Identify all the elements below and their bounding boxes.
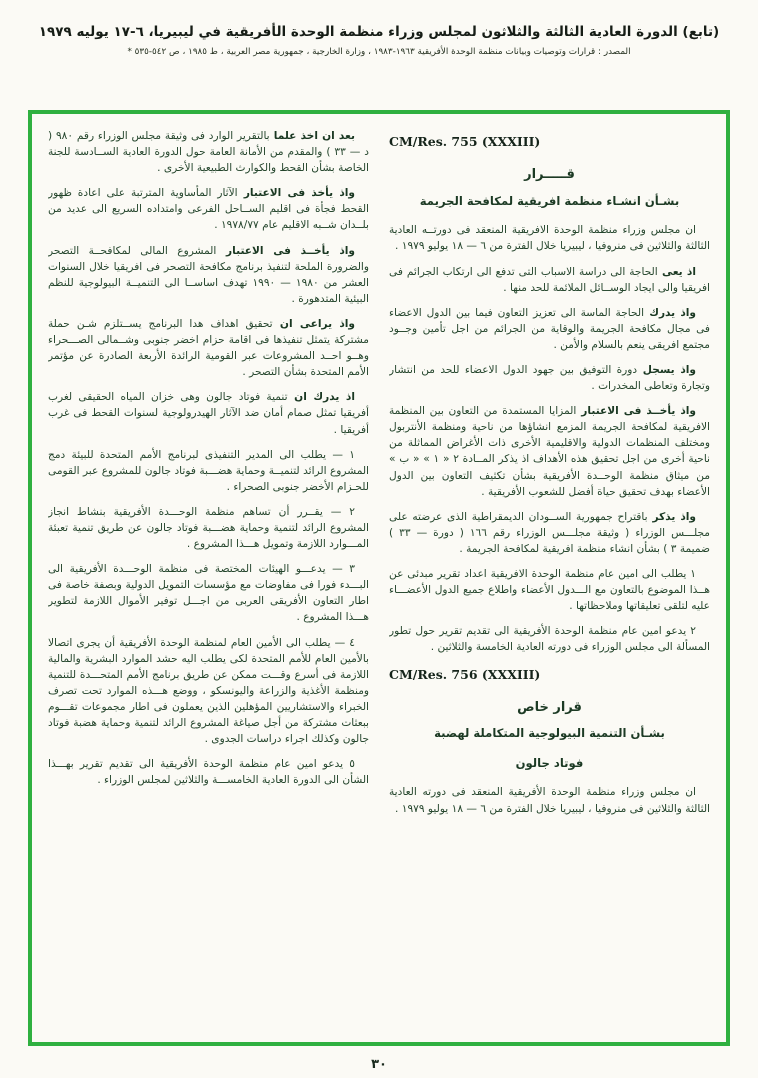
paragraph: ان مجلس وزراء منظمة الوحدة الافريقية المنعقد فى دورتــه العادية الثالثة والثلاثين فى منروفيا ، ليبيريا خلال الفترة من ٦ — ١٨ يوليو ١٩٧٩ . [389,224,710,253]
paragraph: واذ يذكر باقتراح جمهورية الســودان الديمقراطية الذى عرضته على مجلـــس الوزراء ( وثيقة مجلـــس الوزراء رقم ١٦٦ ( دورة — ٣٣ ) ضميمة ٣ ) بشأن انشاء منظمة افريقية لمكافحة الجريمة . [389,510,710,555]
resolution-subtitle: بشـأن انشـاء منظمة افريقية لمكافحة الجريمة [419,193,680,208]
page-number: ٣٠ [371,1057,387,1072]
paragraph-lead: واذ يدرك [644,306,697,319]
paragraph: بعد ان اخذ علما بالتقرير الوارد فى وثيقة مجلس الوزراء رقم ٩٨٠ ( د — ٣٣ ) والمقدم من الأمانة العامة حول الدورة العادية الســادسة للجنة الخاصة بشأن القحط والكوارث الطبيعية الأخرى . [48,130,369,175]
header-source-line: المصدر : قرارات وتوصيات وبيانات منظمة الوحدة الأفريقية ١٩٦٣-١٩٨٣ ، وزارة الخارجية ، جمهورية مصر العربية ، ط ١٩٨٥ ، ص ٥٤٢-٥٣٥ * [127,47,631,57]
paragraph: واذ يراعى ان تحقيق اهداف هدا البرنامج يســتلزم شـن حملة مشتركة يتمثل تنفيذها فى اقامة حزام اخضر جنوبى وشــمالى الصـــحراء وهــو احــد المشروعات عبر القومية الرائدة الأربعة الصادرة عن مؤتمر الأمم المتحدة بشأن التصحر . [48,317,369,379]
header-title: (تابع) الدورة العادية الثالثة والثلاثون لمجلس وزراء منظمة الوحدة الأفريقية في ليبيريا، ٦-١٧ يوليه ١٩٧٩ [38,24,720,40]
doc-reference: CM/Res. 755 (XXXIII) [389,134,541,149]
paragraph: واذ يأخــذ فى الاعتبار المشروع المالى لمكافحــة التصحر والضرورة الملحة لتنفيذ برنامج مكافحة التصحر فى افريقيا خلال السنوات العشر من ١٩٨٠ — ١٩٩٠ تهدف اساســا الى التنميــة البيولوجية للنظم البيئية المتدهورة . [48,244,369,305]
paragraph-lead: واذ يأخــذ فى الاعتبار [576,405,696,418]
paragraph-lead: اذ يدرك ان [287,391,355,404]
paragraph: ٢ — يقــرر أن تساهم منظمة الوحـــدة الأفريقية بنشاط انجاز المشروع الرائد لتنمية وحماية هضـــبة فوتاد جالون عن طريق تنمية تعبئة المـــوارد اللازمة وتمويل هـــذا المشروع . [48,505,369,551]
resolution-subtitle: بشـأن التنمية البيولوجية المتكاملة لهضبة [434,726,665,741]
paragraph: ٤ — يطلب الى الأمين العام لمنظمة الوحدة الأفريقية أن يجرى اتصالا بالأمين العام للأمم المتحدة لكى يطلب اليه حشد الموارد البشرية والمالية اللازمة فى أسرع وقـــت ممكن عن طريق برنامج الأمم المتحـــدة للتنمية ومنظمة الأغذية والزراعة واليونسكو ، ووضع هـــذه الموارد تحت تصرف الخبراء والاستشاريين المؤهلين الذين يعملون فى اطار مجموعات تقـــوم ببعثات مشتركة من أجل صياغة المشروع الرائد لتنمية وحماية هضبة فوتاد جالون وكذلك اجراء دراسات الجدوى . [48,636,369,746]
column-left [48,128,369,1032]
paragraph: واذ يسجل دورة التوفيق بين جهود الدول الاعضاء للحد من انتشار وتجارة وتعاطى المخدرات . [389,364,710,393]
paragraph: واذ يأخــذ فى الاعتبار المزايا المستمدة من التعاون بين المنظمة الافريقية لمكافحة الجريمة المزمع انشاؤها من ناحية ومنظمة الأنتربول ومختلف المنظمات الدولية والاقليمية الأخرى ذات الأغراض المماثلة من ناحية أخرى من اجل تحقيق هذه الأهداف اذ يذكر المــادة ٢ « ١ » « ب » من ميثاق منظمة الوحــدة الأفريقية بشأن تكثيف التعاون بين الدول الأعضاء بهدف تحقيق حياة أفضل للشعوب الأفريقية . [389,405,710,498]
paragraph-lead: واذ يذكر [647,510,696,523]
paragraph: واذ يأخذ فى الاعتبار الآثار المأساوية المترتبة على اعادة ظهور القحط فجأة فى اقليم الســاحل الفرعى وامتداده السريع الى عديد من بلــدان شــبه الاقليم عام ١٩٧٨/٧٧ . [48,187,369,232]
doc-reference: CM/Res. 756 (XXXIII) [389,666,541,682]
paragraph: ٢ يدعو امين عام منظمة الوحدة الأفريقية الى تقديم تقرير حول تطور المسألة الى مجلس الوزراء فى دورته العادية الخامسة والثلاثين . [389,625,710,654]
paragraph: ١ يطلب الى امين عام منظمة الوحدة الافريقية اعداد تقرير مبدئى عن هــذا الموضوع بالتعاون مع الـــدول الأعضاء واطلاع جميع الدول الأعضـــاء عليه لتلقى تعليقاتها وملاحظاتها . [389,568,710,613]
resolution-title: قـــــرار [524,167,575,182]
paragraph: اذ يدرك ان تنمية فوتاد جالون وهى خزان المياه الحقيقى لغرب أفريقيا تمثل صمام أمان ضد الآثار الهيدرولوجية لسنوات القحط فى غرب أفريقيا . [48,391,369,436]
paragraph-lead: اذ يعى [657,265,696,278]
paragraph-lead: واذ يراعى ان [272,317,355,330]
paragraph: واذ يدرك الحاجة الماسة الى تعزيز التعاون فيما بين الدول الاعضاء فى مجال مكافحة الجريمة والوقاية من الجرائم من اجل تأمين وجــود مجتمع افريقى ينعم بالسلام والأمن . [389,306,710,351]
paragraph-lead: واذ يسجل [637,364,696,377]
paragraph-lead: بعد ان اخذ علما [269,130,355,142]
content-frame [28,110,730,1046]
paragraph: ٥ يدعو امين عام منظمة الوحدة الأفريقية الى تقديم تقرير بهـــذا الشأن الى الدورة العادية الخامســـة والثلاثين لمجلس الوزراء . [48,758,369,787]
paragraph: ان مجلس وزراء منظمة الوحدة الأفريقية المنعقد فى دورته العادية الثالثة والثلاثين فى منروفيا ، ليبيريا خلال الفترة من ٦ — ١٨ يوليو ١٩٧٩ . [389,786,710,815]
paragraph: اذ يعى الحاجة الى دراسة الاسباب التى تدفع الى ارتكاب الجرائم فى افريقيا والى ايجاد الوســائل الملائمة للحد منها . [389,265,710,294]
paragraph: ١ — يطلب الى المدير التنفيذى لبرنامج الأمم المتحدة للبيئة دمج المشروع الرائد لتنميــة وحماية هضـــبة فوتاد جالون للمشروع عبر القومى للحـزام الأخضر جنوبى الصحراء . [48,448,369,493]
paragraph-lead: واذ يأخــذ فى الاعتبار [216,244,355,257]
resolution-title: قرار خاص [517,699,582,715]
column-right [389,128,710,1032]
paragraph-lead: واذ يأخذ فى الاعتبار [237,187,355,200]
page-header [0,0,758,57]
paragraph: ٣ — يدعـــو الهيئات المختصة فى منظمة الوحـــدة الأفريقية الى البـــدء فورا فى مفاوضات مع مؤسسات التمويل الدولية وبصفة خاصة فى اطار التعاون الأفريقى العربى من اجـــل توفير الأموال اللازمة لتطوير هـــذا المشروع . [48,563,369,624]
resolution-subtitle: فوتاد جالون [515,755,584,770]
